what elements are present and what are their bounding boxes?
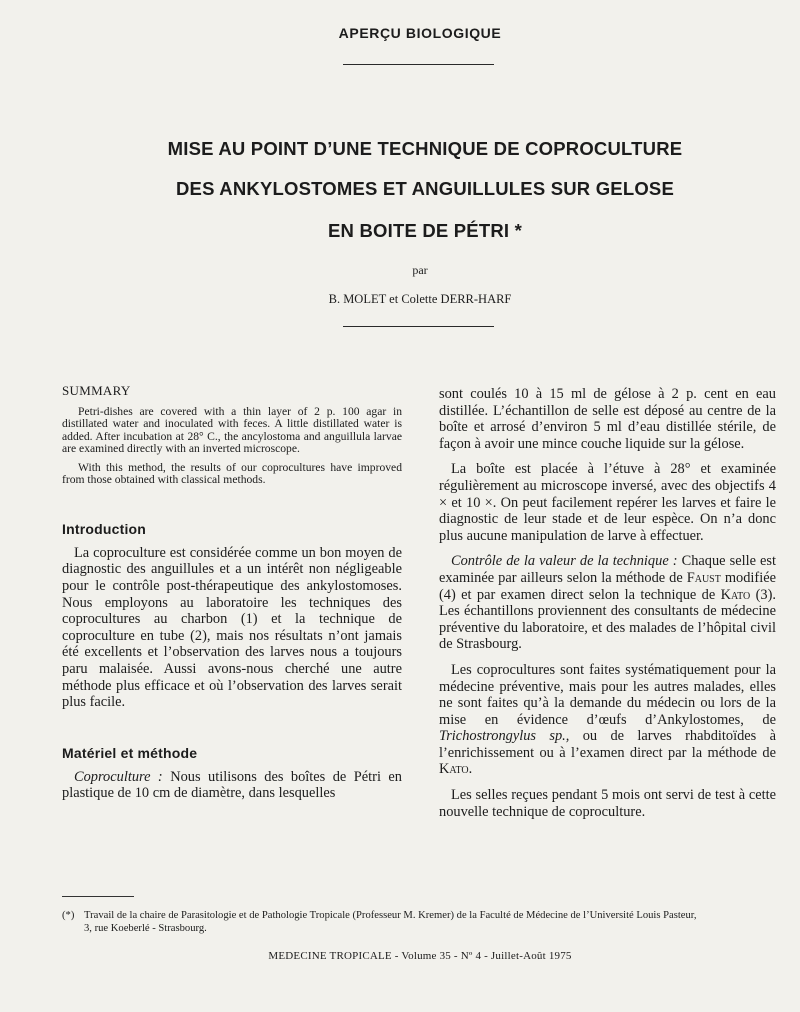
selles-paragraph: Les selles reçues pendant 5 mois ont servi de test à cette nouvelle technique de coproculture.: [439, 787, 776, 820]
controle-paragraph: [439, 553, 776, 653]
kato-name-2: Kato: [439, 761, 469, 778]
left-column: [62, 383, 402, 810]
coprocultures-text-a: Les coprocultures sont faites systématiquement pour la médecine préventive, mais pour les autres malades, elles ne sont faites qu’à la demande du médecin ou lors de la mise en évidence d’œufs d’Ankylostomes, de: [439, 661, 776, 728]
byline-rule: [343, 326, 494, 327]
coproculture-text: Nous utilisons des boîtes de Pétri en plastique de 10 cm de diamètre, dans lesquelles: [62, 768, 402, 802]
trichostrongylus-name: Trichostrongylus sp.,: [439, 728, 570, 745]
right-column: [439, 386, 776, 829]
author-conjunction: et: [389, 292, 399, 306]
section-label: APERÇU BIOLOGIQUE: [338, 25, 502, 41]
materiel-section: [62, 745, 402, 802]
byline-par: par: [412, 263, 428, 277]
kato-name: Kato: [720, 586, 751, 603]
controle-text-a: Chaque selle est examinée par ailleurs selon la méthode de: [439, 553, 777, 586]
coproculture-label: Coproculture :: [74, 768, 163, 785]
footnote-line-1: Travail de la chaire de Parasitologie et de Pathologie Tropicale (Professeur M. Kremer) de la Faculté de Médecine de l’Université Louis Pasteur,: [84, 910, 697, 921]
header-rule: [343, 64, 494, 65]
introduction-section: [62, 521, 402, 711]
coproculture-continuation: sont coulés 10 à 15 ml de gélose à 2 p. cent en eau distillée. L’échantillon de selle est déposé au centre de la boîte et arrosé d’environ 5 ml d’eau distillée stérile, de façon à avoir une mince couche liquide sur la gélose.: [439, 386, 776, 452]
footnote-mark: (*): [62, 910, 75, 921]
coprocultures-text-c: .: [468, 761, 473, 778]
author-1: B. MOLET: [328, 292, 387, 306]
footnote-rule: [62, 896, 134, 897]
summary-heading: SUMMARY: [62, 383, 131, 398]
introduction-paragraph: La coproculture est considérée comme un bon moyen de diagnostic des anguillules et a un intérêt non négligeable pour le contrôle post-thérapeutique des ankylostomoses. Nous employons au laboratoire les techniques des coprocultures au charbon (1) et la technique de coproculture en tube (2), mais nos résultats n’ont jamais été excellents et l’observation des larves nous a toujours paru malaisée. Aussi avons-nous cherché une autre méthode plus efficace et où l’observation des larves serait plus facile.: [62, 544, 402, 711]
summary-paragraph-2: With this method, the results of our coprocultures have improved from those obtained with classical methods.: [62, 461, 402, 487]
running-footer: MEDECINE TROPICALE - Volume 35 - Nº 4 - Juillet-Août 1975: [268, 950, 572, 962]
article-title-line-2: DES ANKYLOSTOMES ET ANGUILLULES SUR GELOSE: [175, 178, 674, 199]
byline-authors: [0, 292, 800, 307]
summary-block: [62, 383, 402, 487]
controle-text-b: modifiée (4) et par examen direct selon la technique de: [439, 569, 776, 603]
materiel-heading: Matériel et méthode: [62, 744, 198, 761]
footnote: [62, 909, 782, 935]
coprocultures-paragraph: [439, 662, 776, 778]
coprocultures-text-b: ou de larves rhabditoïdes à l’enrichissement ou à l’examen direct par la méthode de: [439, 728, 776, 761]
faust-name: Faust: [686, 569, 721, 586]
controle-text-c: (3). Les échantillons proviennent des consultants de médecine préventive du laboratoire, et des malades de l’hôpital civil de Strasbourg.: [439, 586, 776, 653]
controle-label: Contrôle de la valeur de la technique :: [451, 553, 678, 570]
article-title-line-3: EN BOITE DE PÉTRI *: [328, 220, 522, 241]
footnote-line-2: 3, rue Koeberlé - Strasbourg.: [84, 923, 207, 934]
summary-paragraph-1: Petri-dishes are covered with a thin layer of 2 p. 100 agar in distillated water and inoculated with feces. A little distillated water is added. After incubation at 28° C., the ancylostoma and anguillula larvae are examined directly with an inverted microscope.: [62, 405, 402, 455]
coproculture-paragraph: [62, 769, 402, 802]
incubation-paragraph: La boîte est placée à l’étuve à 28° et examinée régulièrement au microscope inversé, avec des objectifs 4 × et 10 ×. On peut facilement repérer les larves et faire le diagnostic de leur stade et de leur espèce. On n’a donc plus aucune manipulation de larve à effectuer.: [439, 461, 776, 544]
introduction-heading: Introduction: [62, 520, 147, 537]
article-title-line-1: MISE AU POINT D’UNE TECHNIQUE DE COPROCULTURE: [167, 138, 683, 159]
author-2: Colette DERR-HARF: [401, 292, 512, 306]
